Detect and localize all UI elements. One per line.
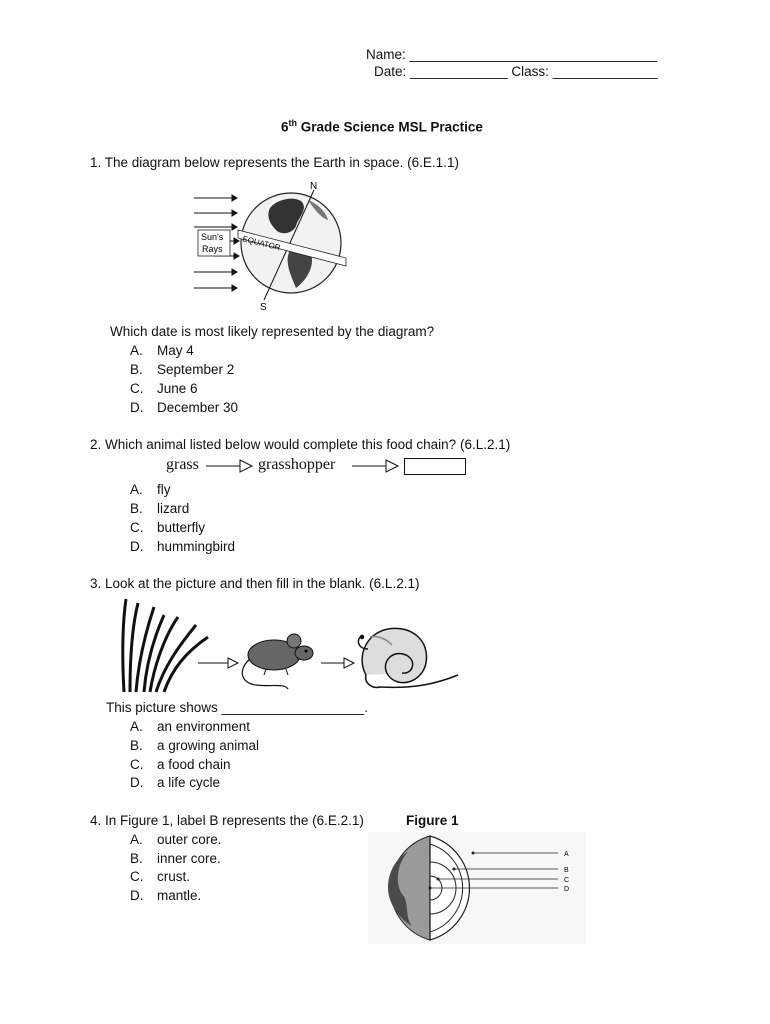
option-text: June 6 [157,381,198,396]
south-pole-label: S [260,302,267,313]
option-text: lizard [157,501,190,516]
date-blank[interactable]: _____________ [410,64,508,79]
option-text: December 30 [157,400,239,415]
option-letter: D. [130,539,144,554]
equator-label: EQUATOR [241,234,282,253]
name-label: Name: [366,47,406,62]
question-1-prompt: Which date is most likely represented by the diagram? [110,324,435,339]
option-letter: A. [130,719,143,734]
q1-option-d[interactable] [130,400,238,415]
option-text: outer core. [157,832,222,847]
option-letter: A. [130,832,143,847]
page-title [281,118,483,135]
q4-option-b[interactable] [130,851,221,866]
arrow-icon [206,459,256,473]
option-text: May 4 [157,343,194,358]
suns-rays-label-line2: Rays [202,244,223,254]
earth-sun-rays-diagram [178,178,358,313]
option-text: crust. [157,869,191,884]
option-letter: B. [130,738,143,753]
option-letter: A. [130,343,143,358]
mouse-icon [242,634,313,689]
q4-option-c[interactable] [130,869,190,884]
class-blank[interactable]: ______________ [552,64,658,79]
question-4-text: 4. In Figure 1, label B represents the (6.E.2.1) [90,813,364,828]
option-letter: C. [130,757,144,772]
snake-icon [358,628,458,687]
option-text: a growing animal [157,738,260,753]
option-text: mantle. [157,888,202,903]
q3-option-c[interactable] [130,757,231,772]
q4-option-d[interactable] [130,888,201,903]
q3-option-a[interactable] [130,719,250,734]
arrow-icon [198,658,238,668]
q2-option-b[interactable] [130,501,189,516]
option-letter: D. [130,400,144,415]
q4-option-a[interactable] [130,832,222,847]
option-text: fly [157,482,171,497]
suns-rays-label-line1: Sun's [201,232,224,242]
option-letter: C. [130,381,144,396]
food-chain-blank-box [404,458,466,475]
north-pole-label: N [310,181,318,192]
question-2-text: 2. Which animal listed below would complete this food chain? (6.L.2.1) [90,437,511,452]
title-grade-suffix: th [288,118,298,128]
layer-label-c: C [564,877,570,884]
question-1-text: 1. The diagram below represents the Earth in space. (6.E.1.1) [90,155,459,170]
date-label: Date: [374,64,407,79]
grass-icon [123,599,208,692]
question-3-text: 3. Look at the picture and then fill in the blank. (6.L.2.1) [90,576,420,591]
figure-1-title: Figure 1 [406,813,459,828]
option-letter: A. [130,482,143,497]
earth-layers-figure [368,832,586,944]
arrow-icon [352,459,402,473]
layer-label-b: B [564,867,569,874]
option-letter: B. [130,851,143,866]
option-text: hummingbird [157,539,236,554]
layer-label-a: A [564,851,569,858]
date-class-line [374,64,658,79]
class-label: Class: [511,64,549,79]
food-chain-grasshopper: grasshopper [258,456,336,473]
q1-option-a[interactable] [130,343,194,358]
q2-option-d[interactable] [130,539,235,554]
option-letter: D. [130,888,144,903]
q2-option-a[interactable] [130,482,171,497]
option-letter: C. [130,520,144,535]
question-3-prompt: This picture shows ___________________. [106,700,368,715]
option-letter: B. [130,501,143,516]
title-text: Grade Science MSL Practice [297,119,483,135]
arrow-icon [321,658,354,668]
option-letter: D. [130,775,144,790]
q1-option-b[interactable] [130,362,234,377]
layer-label-d: D [564,886,570,893]
q3-option-d[interactable] [130,775,220,790]
food-chain-grass: grass [166,456,199,473]
title-grade-number: 6 [281,119,289,135]
option-letter: C. [130,869,144,884]
option-text: inner core. [157,851,221,866]
food-chain-picture [116,597,466,697]
name-line [366,47,657,62]
option-letter: B. [130,362,143,377]
q1-option-c[interactable] [130,381,198,396]
option-text: butterfly [157,520,206,535]
option-text: a food chain [157,757,231,772]
option-text: September 2 [157,362,235,377]
option-text: an environment [157,719,251,734]
q2-option-c[interactable] [130,520,205,535]
name-blank[interactable]: _________________________________ [409,47,658,62]
option-text: a life cycle [157,775,221,790]
q3-option-b[interactable] [130,738,259,753]
